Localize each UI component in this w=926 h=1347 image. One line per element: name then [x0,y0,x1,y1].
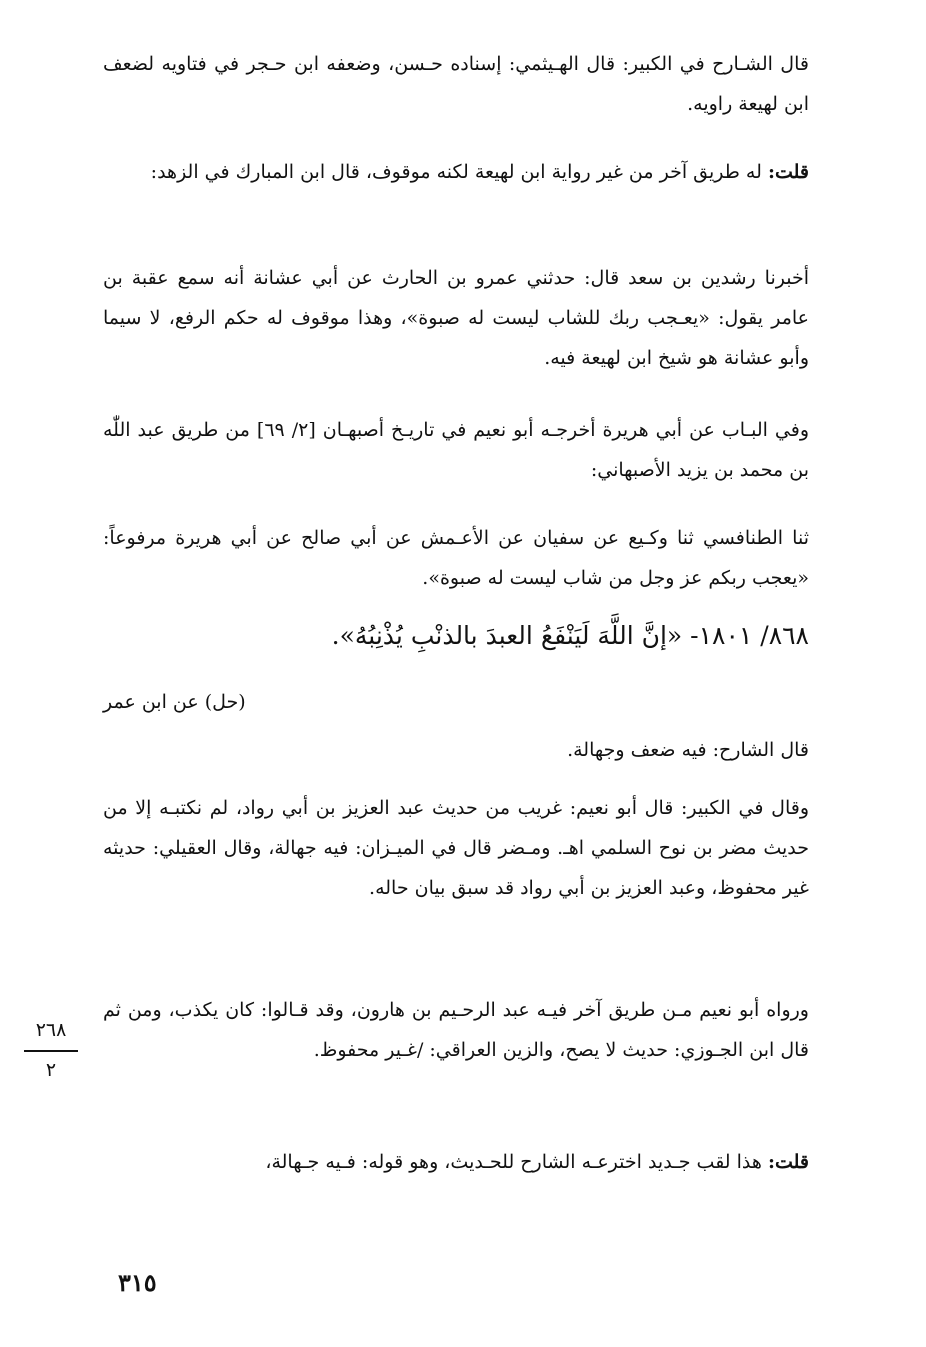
marginal-page: ٢ [45,1059,57,1081]
hadith-source: (حل) عن ابن عمر [103,691,246,713]
qultu-label: قلت: [767,161,809,183]
paragraph-7: وقال في الكبير: قال أبو نعيم: غريب من حديث عبد العزيز بن أبي رواد، لم نكتبـه إلا من حديث مضر بن نوح السلمي اهـ. ومـضر قال في الميـزان: فيه جهالة، وقال العقيلي: حديثه غير محفوظ، وعبد العزيز بن أبي رواد قد سبق بيان حاله. [103,797,809,899]
marginal-divider [24,1050,78,1052]
paragraph-9 [103,1142,809,1182]
paragraph-5: ثنا الطنافسي ثنا وكـيع عن سفيان عن الأعـمش عن أبي صالح عن أبي هريرة مرفوعاً: «يعجب ربكم عز وجل من شاب ليست له صبوة». [103,527,809,589]
paragraph-8: ورواه أبو نعيم مـن طريق آخر فيـه عبد الرحـيم بن هارون، وقد قـالوا: كان يكذب، ومن ثم قال ابن الجـوزي: حديث لا يصح، والزين العراقي: /غـير محفوظ. [103,999,809,1061]
qultu-label: قلت: [767,1151,809,1173]
paragraph-3: أخبرنا رشدين بن سعد قال: حدثني عمرو بن الحارث عن أبي عشانة أنه سمع عقبة بن عامر يقول: «يعـجب ربك للشاب ليست له صبوة»، وهذا موقوف له حكم الرفع، لا سيما وأبو عشانة هو شيخ ابن لهيعة فيه. [103,267,809,369]
paragraph-2 [103,152,809,192]
paragraph-9-text: هذا لقب جـديد اخترعـه الشارح للحـديث، وهو قوله: فـيه جـهالة، [265,1151,768,1173]
paragraph-1: قال الشـارح في الكبير: قال الهـيثمي: إسناده حـسن، وضعفه ابن حـجر في فتاويه لضعف ابن لهيعة راويه. [103,53,809,115]
marginal-volume: ٢٦٨ [35,1019,67,1041]
paragraph-4: وفي البـاب عن أبي هريرة أخرجـه أبو نعيم في تاريـخ أصبهـان [٢/ ٦٩] من طريق عبد اللّٰه بن محمد بن يزيد الأصبهاني: [103,419,809,481]
paragraph-2-text: له طريق آخر من غير رواية ابن لهيعة لكنه موقوف، قال ابن المبارك في الزهد: [150,161,768,183]
page-number: ٣١٥ [118,1268,157,1297]
hadith-heading: ٨٦٨/ ١٨٠١- «إنَّ اللَّهَ لَيَنْفَعُ العبدَ بالذنْبِ يُذْنِبُهُ». [331,621,809,650]
marginal-reference [24,1016,78,1084]
paragraph-6: قال الشارح: فيه ضعف وجهالة. [567,739,809,761]
